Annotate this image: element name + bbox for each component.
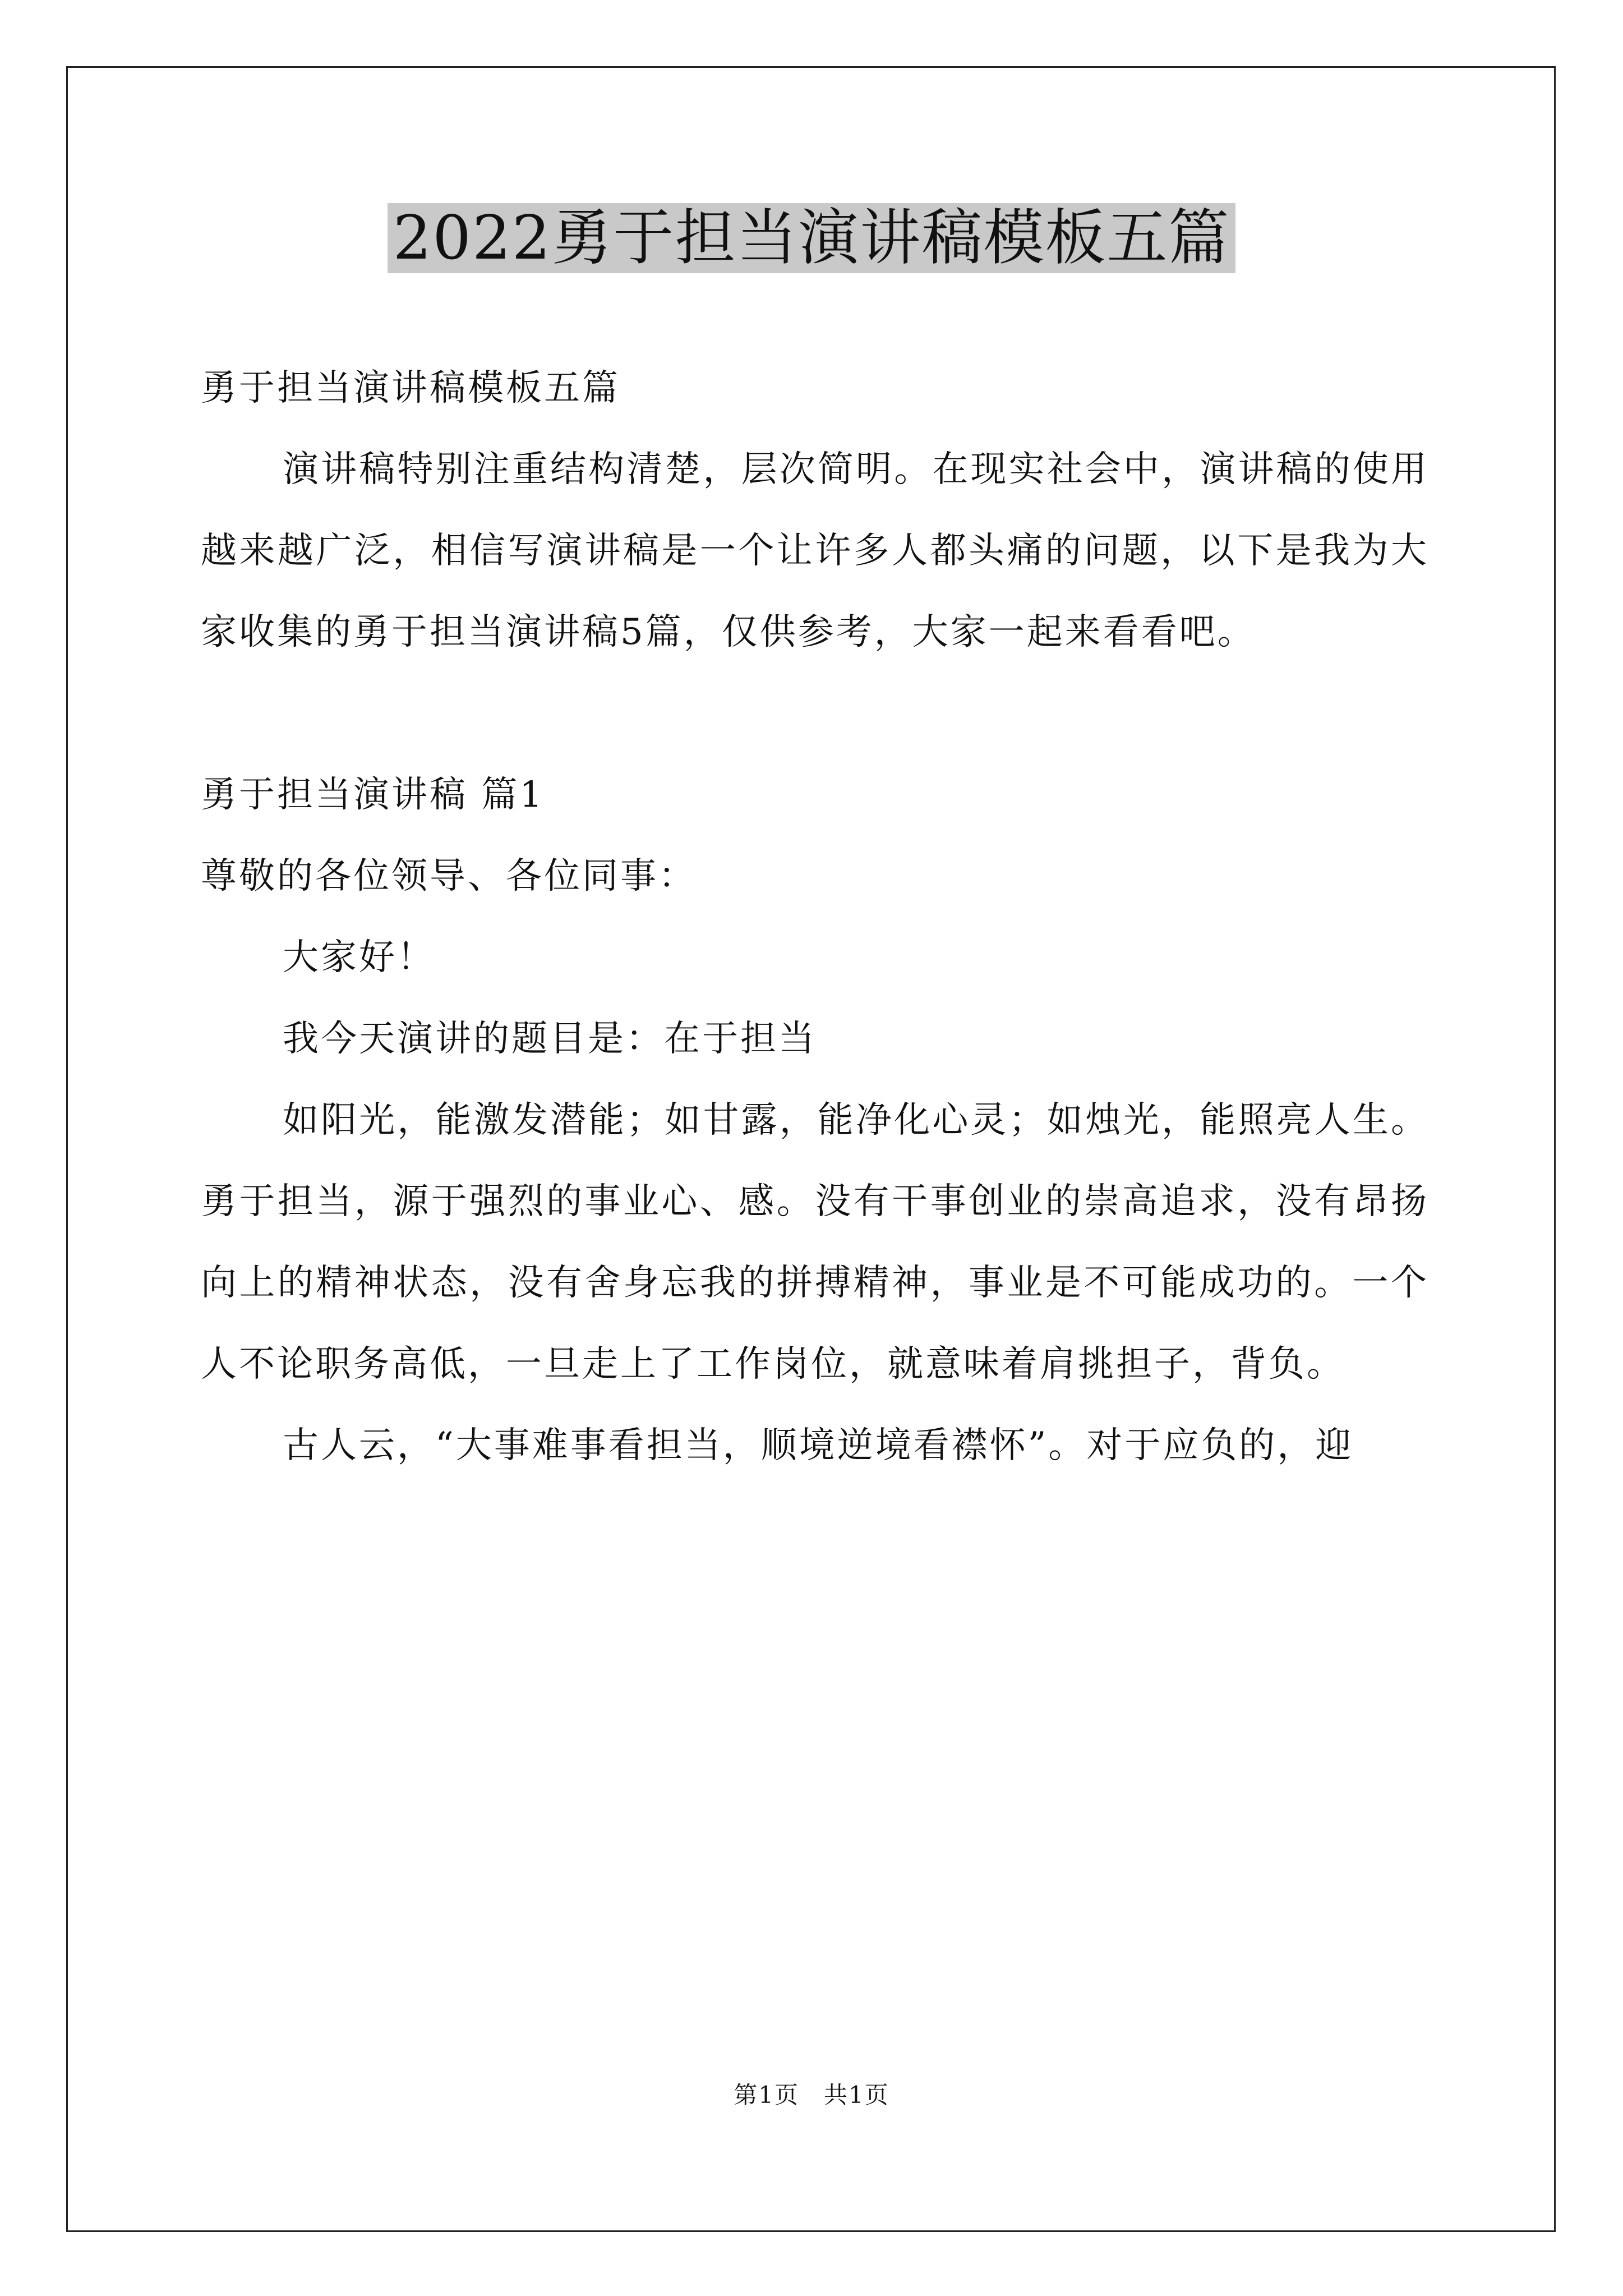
paragraph-topic: 我今天演讲的题目是：在于担当 — [283, 1018, 817, 1060]
page-footer: 第1页 共1页 — [734, 2081, 889, 2109]
paragraph-greeting: 大家好！ — [283, 937, 435, 978]
paragraph-salutation: 尊敬的各位领导、各位同事： — [201, 855, 697, 897]
document-body — [201, 348, 1429, 1487]
document-title — [0, 199, 1623, 278]
document-title-text: 2022勇于担当演讲稿模板五篇 — [388, 203, 1236, 273]
paragraph-intro: 演讲稿特别注重结构清楚，层次简明。在现实社会中，演讲稿的使用越来越广泛，相信写演讲稿是一个让许多人都头痛的问题，以下是我为大家收集的勇于担当演讲稿5篇，仅供参考，大家一起来看看吧。 — [201, 449, 1429, 653]
section-heading: 勇于担当演讲稿 篇1 — [201, 774, 545, 816]
paragraph-quote: 古人云，“大事难事看担当，顺境逆境看襟怀”。对于应负的，迎 — [283, 1425, 1354, 1466]
paragraph-subtitle: 勇于担当演讲稿模板五篇 — [201, 367, 620, 409]
paragraph-gap — [201, 673, 1429, 754]
paragraph-body: 如阳光，能激发潜能；如甘露，能净化心灵；如烛光，能照亮人生。勇于担当，源于强烈的事业心、感。没有干事创业的崇高追求，没有昂扬向上的精神状态，没有舍身忘我的拼搏精神，事业是不可能成功的。一个人不论职务高低，一旦走上了工作岗位，就意味着肩挑担子，背负。 — [201, 1099, 1429, 1385]
